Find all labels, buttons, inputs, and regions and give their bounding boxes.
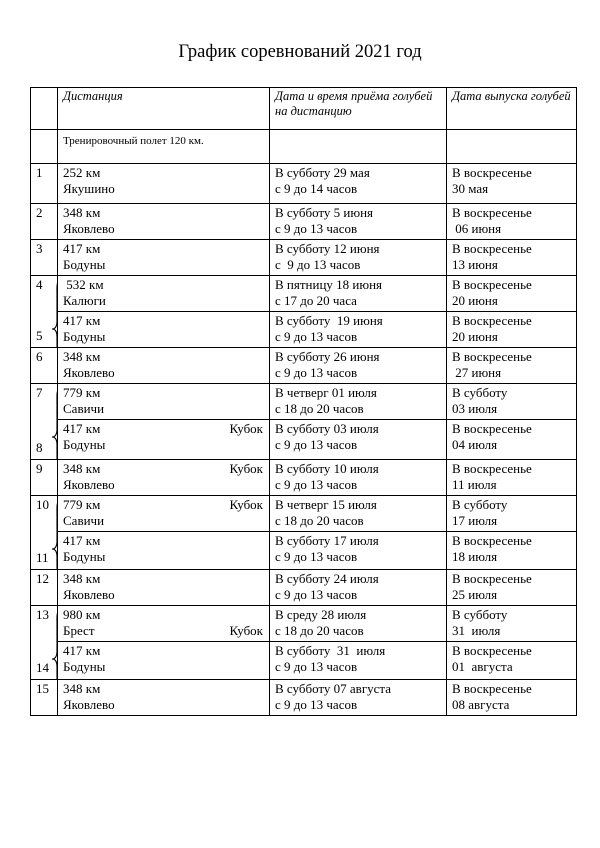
release-day: В воскресенье (452, 241, 532, 256)
header-distance: Дистанция (58, 88, 270, 130)
page-title: График соревнований 2021 год (178, 42, 422, 62)
table-row (31, 496, 577, 532)
distance-place: Яковлево (63, 587, 115, 602)
row-number (31, 496, 58, 570)
distance-km: 417 км (63, 421, 101, 436)
reception-date: В четверг 01 июля (275, 385, 377, 400)
distance-place: Бодуны (63, 549, 106, 564)
distance-km: 779 км (63, 385, 101, 400)
release-day: В субботу (452, 385, 508, 400)
table-row (31, 606, 577, 642)
release-date: 18 июля (452, 549, 498, 564)
release-day: В воскресенье (452, 277, 532, 292)
reception-date: В субботу 31 июля (275, 643, 386, 658)
table-row (31, 420, 577, 460)
schedule-table (30, 87, 577, 716)
table-row (31, 384, 577, 420)
reception-cell (270, 164, 447, 204)
reception-cell (270, 532, 447, 570)
release-date: 06 июня (452, 221, 502, 236)
distance-km: 252 км (63, 165, 101, 180)
row-number: 2 (31, 204, 58, 240)
cup-label: Кубок (229, 421, 263, 436)
release-day: В воскресенье (452, 313, 532, 328)
distance-place: Яковлево (63, 697, 115, 712)
release-cell (447, 240, 577, 276)
distance-place: Яковлево (63, 477, 115, 492)
reception-cell (270, 204, 447, 240)
distance-cell (58, 570, 270, 606)
reception-time: с 9 до 13 часов (275, 437, 358, 452)
table-row (31, 276, 577, 312)
release-day: В воскресенье (452, 349, 532, 364)
table-row (31, 570, 577, 606)
reception-cell (270, 420, 447, 460)
row-number: 1 (31, 164, 58, 204)
reception-cell (270, 606, 447, 642)
distance-km: 417 км (63, 643, 101, 658)
training-reception (270, 130, 447, 164)
release-date: 13 июня (452, 257, 498, 272)
release-cell (447, 680, 577, 716)
reception-cell (270, 276, 447, 312)
group-brace-icon (51, 609, 58, 680)
training-note: Тренировочный полет 120 км. (58, 130, 270, 164)
reception-date: В субботу 5 июня (275, 205, 374, 220)
distance-place: Савичи (63, 401, 105, 416)
distance-place: Брест (63, 623, 95, 638)
reception-cell (270, 570, 447, 606)
release-day: В воскресенье (452, 205, 532, 220)
distance-km: 348 км (63, 349, 101, 364)
reception-date: В субботу 17 июля (275, 533, 379, 548)
release-date: 17 июля (452, 513, 498, 528)
release-cell (447, 570, 577, 606)
reception-cell (270, 460, 447, 496)
release-cell (447, 384, 577, 420)
row-number: 9 (31, 460, 58, 496)
release-cell (447, 460, 577, 496)
table-row (31, 460, 577, 496)
reception-time: с 18 до 20 часов (275, 513, 364, 528)
release-cell (447, 312, 577, 348)
header-number (31, 88, 58, 130)
release-day: В воскресенье (452, 643, 532, 658)
row-number-first: 10 (36, 497, 49, 512)
row-number: 3 (31, 240, 58, 276)
reception-date: В субботу 29 мая (275, 165, 370, 180)
distance-place: Бодуны (63, 437, 106, 452)
reception-cell (270, 348, 447, 384)
row-number-second: 11 (36, 550, 49, 565)
reception-date: В четверг 15 июля (275, 497, 377, 512)
table-row (31, 680, 577, 716)
distance-cell (58, 680, 270, 716)
distance-cell (58, 348, 270, 384)
reception-cell (270, 496, 447, 532)
distance-cell (58, 606, 270, 642)
training-row (31, 130, 577, 164)
release-day: В воскресенье (452, 165, 532, 180)
row-number-second: 5 (36, 328, 43, 343)
distance-cell (58, 384, 270, 420)
release-day: В воскресенье (452, 461, 532, 476)
reception-time: с 9 до 13 часов (275, 587, 358, 602)
row-number-first: 13 (36, 607, 49, 622)
distance-place: Яковлево (63, 365, 115, 380)
release-date: 01 августа (452, 659, 513, 674)
release-day: В субботу (452, 607, 508, 622)
reception-date: В среду 28 июля (275, 607, 367, 622)
release-date: 04 июля (452, 437, 498, 452)
row-number (31, 384, 58, 460)
row-number: 12 (31, 570, 58, 606)
distance-place: Бодуны (63, 329, 106, 344)
reception-time: с 9 до 13 часов (275, 365, 358, 380)
release-cell (447, 606, 577, 642)
release-cell (447, 348, 577, 384)
reception-cell (270, 312, 447, 348)
reception-time: с 9 до 13 часов (275, 257, 361, 272)
distance-km: 348 км (63, 461, 101, 476)
reception-cell (270, 240, 447, 276)
row-number-second: 14 (36, 660, 49, 675)
cup-label: Кубок (229, 461, 263, 476)
release-day: В воскресенье (452, 681, 532, 696)
distance-km: 532 км (63, 277, 104, 292)
reception-cell (270, 642, 447, 680)
reception-time: с 9 до 14 часов (275, 181, 358, 196)
reception-time: с 9 до 13 часов (275, 697, 358, 712)
distance-km: 779 км (63, 497, 101, 512)
distance-place: Якушино (63, 181, 115, 196)
reception-date: В субботу 24 июля (275, 571, 379, 586)
table-row (31, 312, 577, 348)
reception-date: В субботу 10 июля (275, 461, 379, 476)
training-number (31, 130, 58, 164)
row-number-first: 7 (36, 385, 43, 400)
release-cell (447, 204, 577, 240)
distance-place: Бодуны (63, 257, 106, 272)
cup-label: Кубок (229, 623, 263, 638)
release-date: 27 июня (452, 365, 502, 380)
distance-cell (58, 204, 270, 240)
distance-cell (58, 496, 270, 532)
release-day: В воскресенье (452, 533, 532, 548)
release-cell (447, 496, 577, 532)
distance-cell (58, 276, 270, 312)
distance-cell (58, 164, 270, 204)
distance-place: Савичи (63, 513, 105, 528)
distance-place: Бодуны (63, 659, 106, 674)
release-cell (447, 164, 577, 204)
row-number (31, 606, 58, 680)
distance-place: Яковлево (63, 221, 115, 236)
release-date: 20 июня (452, 329, 498, 344)
reception-cell (270, 680, 447, 716)
reception-time: с 9 до 13 часов (275, 549, 358, 564)
header-reception: Дата и время приёма голубей на дистанцию (270, 88, 447, 130)
reception-time: с 9 до 13 часов (275, 477, 358, 492)
release-cell (447, 420, 577, 460)
distance-cell (58, 460, 270, 496)
distance-cell (58, 420, 270, 460)
release-date: 25 июля (452, 587, 498, 602)
distance-place: Калюги (63, 293, 106, 308)
release-cell (447, 642, 577, 680)
distance-km: 417 км (63, 533, 101, 548)
release-date: 08 августа (452, 697, 510, 712)
group-brace-icon (51, 387, 58, 460)
reception-date: В субботу 12 июня (275, 241, 380, 256)
release-cell (447, 532, 577, 570)
release-day: В субботу (452, 497, 508, 512)
table-row (31, 532, 577, 570)
release-date: 03 июля (452, 401, 498, 416)
row-number-first: 4 (36, 277, 43, 292)
group-brace-icon (51, 499, 58, 570)
header-row (31, 88, 577, 130)
distance-km: 417 км (63, 313, 101, 328)
reception-time: с 9 до 13 часов (275, 221, 358, 236)
table-row (31, 164, 577, 204)
distance-km: 348 км (63, 571, 101, 586)
distance-km: 417 км (63, 241, 101, 256)
row-number (31, 276, 58, 348)
reception-time: с 17 до 20 часа (275, 293, 357, 308)
header-release: Дата выпуска голубей (447, 88, 577, 130)
reception-time: с 9 до 13 часов (275, 659, 358, 674)
row-number-second: 8 (36, 440, 43, 455)
distance-km: 980 км (63, 607, 101, 622)
table-row (31, 642, 577, 680)
table-row (31, 204, 577, 240)
table-row (31, 348, 577, 384)
release-day: В воскресенье (452, 421, 532, 436)
release-date: 11 июля (452, 477, 497, 492)
release-day: В воскресенье (452, 571, 532, 586)
reception-date: В субботу 19 июня (275, 313, 383, 328)
distance-km: 348 км (63, 205, 101, 220)
release-date: 30 мая (452, 181, 489, 196)
reception-cell (270, 384, 447, 420)
cup-label: Кубок (229, 497, 263, 512)
distance-km: 348 км (63, 681, 101, 696)
training-release (447, 130, 577, 164)
reception-date: В субботу 26 июня (275, 349, 380, 364)
reception-time: с 18 до 20 часов (275, 623, 364, 638)
reception-time: с 9 до 13 часов (275, 329, 358, 344)
distance-cell (58, 642, 270, 680)
distance-cell (58, 312, 270, 348)
table-row (31, 240, 577, 276)
release-cell (447, 276, 577, 312)
distance-cell (58, 240, 270, 276)
row-number: 6 (31, 348, 58, 384)
release-date: 20 июня (452, 293, 498, 308)
reception-time: с 18 до 20 часов (275, 401, 364, 416)
reception-date: В субботу 03 июля (275, 421, 379, 436)
row-number: 15 (31, 680, 58, 716)
reception-date: В субботу 07 августа (275, 681, 392, 696)
group-brace-icon (51, 279, 58, 348)
distance-cell (58, 532, 270, 570)
reception-date: В пятницу 18 июня (275, 277, 383, 292)
release-date: 31 июля (452, 623, 501, 638)
